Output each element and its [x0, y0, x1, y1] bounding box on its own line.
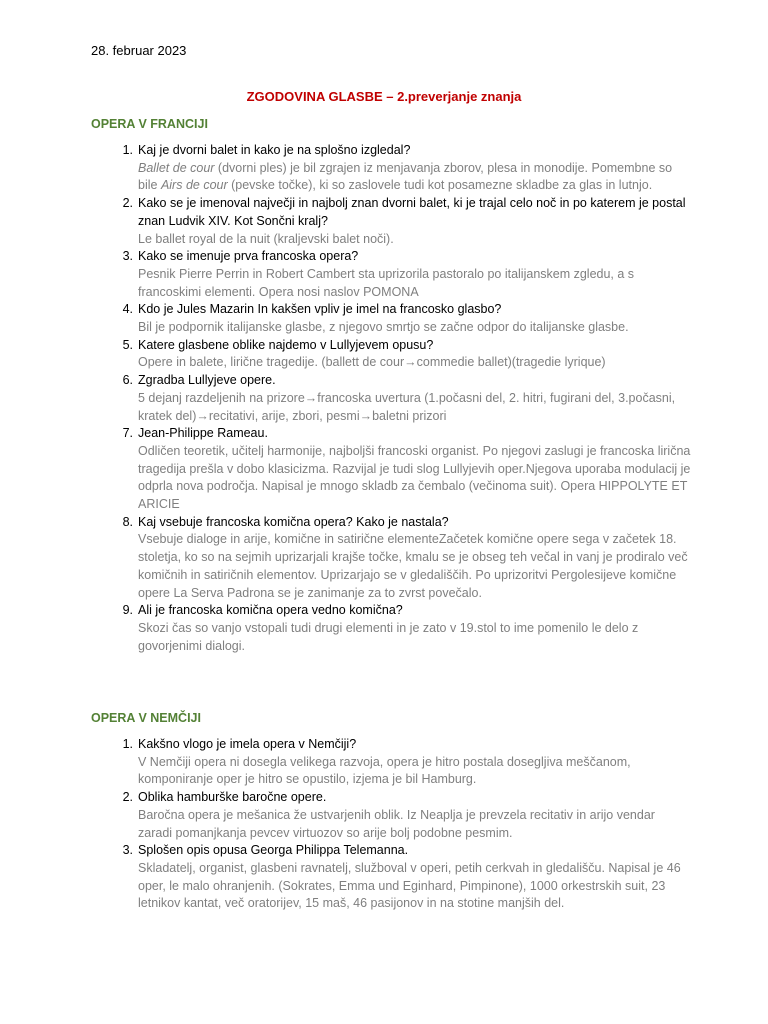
question-text: Oblika hamburške baročne opere. — [138, 790, 327, 805]
question-text: Kako se imenuje prva francoska opera? — [138, 249, 359, 264]
answer-term-italic: Airs de cour — [160, 178, 228, 193]
question-text: Kako se je imenoval največji in najbolj znan dvorni balet, ki je trajal celo noč in po katerem je postal znan Ludvik XIV. Kot Sončni kralj? — [138, 196, 686, 228]
question-item — [91, 425, 691, 514]
question-item — [91, 301, 691, 336]
question-text: Kdo je Jules Mazarin In kakšen vpliv je imel na francosko glasbo? — [138, 302, 502, 317]
question-list-france — [91, 142, 691, 655]
answer-text — [138, 390, 691, 425]
answer-text — [138, 807, 691, 842]
question-text: Kakšno vlogo je imela opera v Nemčiji? — [138, 737, 357, 751]
question-text: Zgradba Lullyjeve opere. — [138, 373, 276, 388]
answer-term-italic: Ballet de cour — [138, 160, 215, 175]
answer-fragment: 5 dejanj razdeljenih na prizore→francoska uvertura (1.počasni del, 2. hitri, fugirani del, 3.počasni, kratek del)→recitativi, arije, zbori, pesmi→baletni prizori — [138, 390, 676, 423]
question-item — [91, 602, 691, 655]
question-item — [91, 842, 691, 913]
answer-text — [138, 319, 691, 337]
question-text: Kaj je dvorni balet in kako je na splošno izgledal? — [138, 143, 411, 157]
answer-text — [138, 354, 691, 372]
answer-fragment: Opere in balete, lirične tragedije. (ballett de cour→commedie ballet)(tragedie lyrique) — [138, 355, 606, 370]
question-text: Splošen opis opusa Georga Philippa Telemanna. — [138, 843, 409, 858]
question-number: 4. — [122, 302, 133, 317]
question-number: 3. — [122, 249, 133, 264]
answer-text — [138, 531, 691, 602]
question-number: 8. — [122, 514, 133, 529]
answer-fragment: Vsebuje dialoge in arije, komične in satirične elementeZačetek komične opere sega v začetek 18. stoletja, ko so na sejmih uprizarjali krajše točke, kmalu se je obseg teh večal in vanj je prodiralo več komičnih in satiričnih elementov. Uprizarjajo se v gledališčih. Po uprizoritvi Pergolesijeve komične opere La Serva Padrona se je zanimanje za to zvrst povečalo. — [138, 532, 688, 600]
answer-fragment: (dvorni ples) je bil zgrajen iz menjavanja zborov, plesa in monodije. Pomembne so bile — [138, 160, 673, 193]
question-number: 6. — [122, 373, 133, 388]
question-list-germany — [91, 736, 691, 913]
question-number: 3. — [122, 843, 133, 858]
question-number: 2. — [122, 790, 133, 805]
question-item — [91, 514, 691, 603]
question-text: Jean-Philippe Rameau. — [138, 426, 268, 441]
answer-fragment: Skozi čas so vanjo vstopali tudi drugi elementi in je zato v 19.stol to ime pomenilo le delo z govorjenimi dialogi. — [138, 620, 639, 653]
answer-fragment: (pevske točke), ki so zaslovele tudi kot posamezne skladbe za glas in lutnjo. — [227, 178, 653, 193]
answer-text — [138, 231, 691, 249]
answer-fragment: Pesnik Pierre Perrin in Robert Cambert sta uprizorila pastoralo po italijanskem zgledu, a s francoskimi elementi. Opera nosi naslov POMONA — [138, 266, 635, 299]
answer-fragment: Le ballet royal de la nuit (kraljevski balet noči). — [138, 231, 394, 246]
document-date: 28. februar 2023 — [91, 43, 187, 58]
answer-fragment: Odličen teoretik, učitelj harmonije, najboljši francoski organist. Po njegovi zaslugi je francoska lirična tragedija prešla v dobo klasicizma. Razvijal je tudi slog Lullyjevih oper.Njegova uporaba modulacij je odprla nova področja. Napisal je mnogo skladb za čembalo (večinoma suit). Opera HIPPOLYTE ET ARICIE — [138, 443, 691, 512]
question-item — [91, 736, 691, 789]
question-item — [91, 195, 691, 248]
question-item — [91, 789, 691, 842]
answer-fragment: V Nemčiji opera ni dosegla velikega razvoja, opera je hitro postala dosegljiva meščanom, komponiranje oper je hitro se opustilo, izjema je bil Hamburg. — [138, 754, 631, 787]
answer-text — [138, 620, 691, 655]
question-text: Ali je francoska komična opera vedno komična? — [138, 603, 403, 618]
question-number: 9. — [122, 603, 133, 618]
answer-text — [138, 160, 691, 195]
section-heading-france: OPERA V FRANCIJI — [91, 117, 208, 131]
answer-fragment: Baročna opera je mešanica že ustvarjenih oblik. Iz Neaplja je prevzela recitativ in arijo vendar zaradi pomanjkanja pevcev virtuozov so arije bolj podobne pesmim. — [138, 807, 655, 840]
question-item — [91, 142, 691, 195]
question-number: 1. — [122, 737, 133, 751]
question-number: 2. — [122, 196, 133, 211]
question-number: 5. — [122, 337, 133, 352]
section-heading-germany: OPERA V NEMČIJI — [91, 711, 201, 725]
question-text: Kaj vsebuje francoska komična opera? Kako je nastala? — [138, 514, 449, 529]
answer-fragment: Bil je podpornik italijanske glasbe, z njegovo smrtjo se začne odpor do italijanske glasbe. — [138, 320, 629, 335]
document-title: ZGODOVINA GLASBE – 2.preverjanje znanja — [246, 89, 522, 104]
question-item — [91, 248, 691, 301]
question-text: Katere glasbene oblike najdemo v Lullyjevem opusu? — [138, 337, 434, 352]
question-item — [91, 372, 691, 425]
answer-fragment: Skladatelj, organist, glasbeni ravnatelj, služboval v operi, petih cerkvah in gledališču. Napisal je 46 oper, le malo ohranjenih. (Sokrates, Emma und Eginhard, Pimpinone), 1000 orkestrskih suit, 23 letnikov kantat, več oratorijev, 15 maš, 46 pasijonov in na stotine manjših del. — [138, 860, 681, 911]
answer-text — [138, 443, 691, 514]
answer-text — [138, 754, 691, 789]
answer-text — [138, 860, 691, 913]
question-item — [91, 337, 691, 372]
question-number: 7. — [122, 426, 133, 441]
question-number: 1. — [122, 143, 133, 157]
answer-text — [138, 266, 691, 301]
